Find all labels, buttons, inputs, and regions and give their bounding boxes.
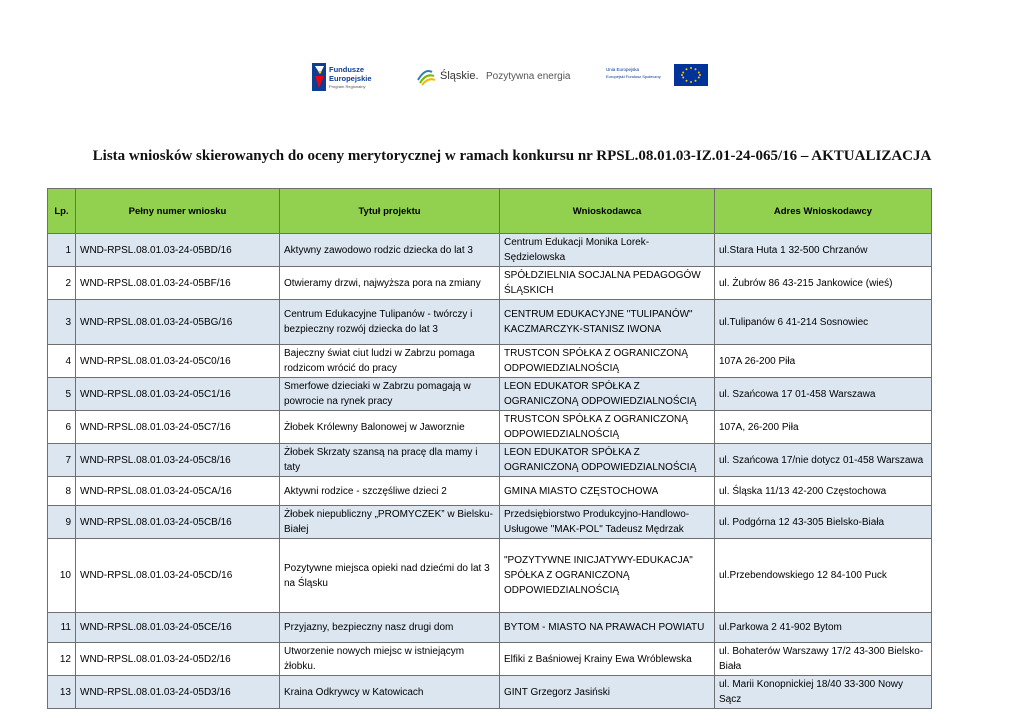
cell-tytul: Otwieramy drzwi, najwyższa pora na zmiany: [280, 267, 500, 300]
cell-wnioskodawca: GMINA MIASTO CZĘSTOCHOWA: [500, 477, 715, 506]
cell-adres: ul.Tulipanów 6 41-214 Sosnowiec: [715, 300, 932, 345]
applications-table: [47, 188, 932, 709]
cell-numer: WND-RPSL.08.01.03-24-05C7/16: [76, 411, 280, 444]
table-body: [48, 234, 932, 709]
cell-numer: WND-RPSL.08.01.03-24-05C0/16: [76, 345, 280, 378]
cell-tytul: Aktywni rodzice - szczęśliwe dzieci 2: [280, 477, 500, 506]
cell-lp: 5: [48, 378, 76, 411]
table-row: [48, 506, 932, 539]
cell-tytul: Centrum Edukacyjne Tulipanów - twórczy i bezpieczny rozwój dziecka do lat 3: [280, 300, 500, 345]
cell-wnioskodawca: LEON EDUKATOR SPÓŁKA Z OGRANICZONĄ ODPOWIEDZIALNOŚCIĄ: [500, 378, 715, 411]
cell-adres: ul. Marii Konopnickiej 18/40 33-300 Nowy Sącz: [715, 676, 932, 709]
cell-wnioskodawca: CENTRUM EDUKACYJNE "TULIPANÓW" KACZMARCZYK-STANISZ IWONA: [500, 300, 715, 345]
table-row: [48, 378, 932, 411]
cell-lp: 9: [48, 506, 76, 539]
fundusze-europejskie-logo: [312, 60, 382, 94]
fe-line1: Fundusze: [329, 65, 364, 74]
slaskie-tagline: Pozytywna energia: [486, 71, 571, 82]
cell-numer: WND-RPSL.08.01.03-24-05CE/16: [76, 613, 280, 643]
eu-line1: Unia Europejska: [606, 67, 640, 72]
cell-adres: ul. Bohaterów Warszawy 17/2 43-300 Bielsko-Biała: [715, 643, 932, 676]
cell-adres: ul.Parkowa 2 41-902 Bytom: [715, 613, 932, 643]
cell-tytul: Bajeczny świat ciut ludzi w Zabrzu pomaga rodzicom wrócić do pracy: [280, 345, 500, 378]
cell-numer: WND-RPSL.08.01.03-24-05BD/16: [76, 234, 280, 267]
table-row: [48, 643, 932, 676]
cell-numer: WND-RPSL.08.01.03-24-05CB/16: [76, 506, 280, 539]
table-header-row: [48, 189, 932, 234]
cell-wnioskodawca: GINT Grzegorz Jasiński: [500, 676, 715, 709]
cell-tytul: Pozytywne miejsca opieki nad dziećmi do lat 3 na Śląsku: [280, 539, 500, 613]
cell-lp: 13: [48, 676, 76, 709]
cell-adres: ul. Szańcowa 17/nie dotycz 01-458 Warszawa: [715, 444, 932, 477]
cell-lp: 8: [48, 477, 76, 506]
logo-bar: [0, 56, 1024, 96]
table-row: [48, 539, 932, 613]
cell-wnioskodawca: "POZYTYWNE INICJATYWY-EDUKACJA" SPÓŁKA Z OGRANICZONĄ ODPOWIEDZIALNOŚCIĄ: [500, 539, 715, 613]
cell-lp: 6: [48, 411, 76, 444]
header-wnioskodawca: Wnioskodawca: [500, 189, 715, 234]
table-row: [48, 411, 932, 444]
cell-wnioskodawca: TRUSTCON SPÓŁKA Z OGRANICZONĄ ODPOWIEDZIALNOŚCIĄ: [500, 345, 715, 378]
cell-lp: 3: [48, 300, 76, 345]
cell-numer: WND-RPSL.08.01.03-24-05BG/16: [76, 300, 280, 345]
cell-numer: WND-RPSL.08.01.03-24-05BF/16: [76, 267, 280, 300]
cell-adres: 107A 26-200 Piła: [715, 345, 932, 378]
slaskie-logo: [416, 64, 581, 86]
cell-lp: 1: [48, 234, 76, 267]
cell-wnioskodawca: LEON EDUKATOR SPÓŁKA Z OGRANICZONĄ ODPOWIEDZIALNOŚCIĄ: [500, 444, 715, 477]
cell-tytul: Utworzenie nowych miejsc w istniejącym żłobku.: [280, 643, 500, 676]
cell-adres: ul. Podgórna 12 43-305 Bielsko-Biała: [715, 506, 932, 539]
cell-adres: 107A, 26-200 Piła: [715, 411, 932, 444]
cell-lp: 10: [48, 539, 76, 613]
cell-numer: WND-RPSL.08.01.03-24-05CA/16: [76, 477, 280, 506]
eu-line2: Europejski Fundusz Społeczny: [606, 74, 661, 79]
cell-tytul: Żłobek niepubliczny „PROMYCZEK” w Bielsku-Białej: [280, 506, 500, 539]
table-row: [48, 300, 932, 345]
slaskie-name: Śląskie.: [440, 70, 479, 82]
table-row: [48, 267, 932, 300]
cell-adres: ul. Żubrów 86 43-215 Jankowice (wieś): [715, 267, 932, 300]
document-title: Lista wniosków skierowanych do oceny merytorycznej w ramach konkursu nr RPSL.08.01.03-IZ.01-24-065/16 – AKTUALIZACJA: [92, 148, 932, 164]
cell-tytul: Aktywny zawodowo rodzic dziecka do lat 3: [280, 234, 500, 267]
cell-numer: WND-RPSL.08.01.03-24-05CD/16: [76, 539, 280, 613]
table-row: [48, 444, 932, 477]
cell-adres: ul.Stara Huta 1 32-500 Chrzanów: [715, 234, 932, 267]
fe-line2: Europejskie: [329, 74, 372, 83]
cell-wnioskodawca: SPÓŁDZIELNIA SOCJALNA PEDAGOGÓW ŚLĄSKICH: [500, 267, 715, 300]
header-numer: Pełny numer wniosku: [76, 189, 280, 234]
cell-adres: ul. Śląska 11/13 42-200 Częstochowa: [715, 477, 932, 506]
cell-numer: WND-RPSL.08.01.03-24-05C8/16: [76, 444, 280, 477]
cell-lp: 11: [48, 613, 76, 643]
cell-tytul: Kraina Odkrywcy w Katowicach: [280, 676, 500, 709]
cell-wnioskodawca: BYTOM - MIASTO NA PRAWACH POWIATU: [500, 613, 715, 643]
cell-wnioskodawca: Centrum Edukacji Monika Lorek-Sędzielowska: [500, 234, 715, 267]
table-row: [48, 676, 932, 709]
header-tytul: Tytuł projektu: [280, 189, 500, 234]
slaskie-wave-icon: [418, 71, 435, 85]
cell-adres: ul.Przebendowskiego 12 84-100 Puck: [715, 539, 932, 613]
cell-numer: WND-RPSL.08.01.03-24-05D3/16: [76, 676, 280, 709]
table-row: [48, 477, 932, 506]
cell-wnioskodawca: TRUSTCON SPÓŁKA Z OGRANICZONĄ ODPOWIEDZIALNOŚCIĄ: [500, 411, 715, 444]
cell-numer: WND-RPSL.08.01.03-24-05C1/16: [76, 378, 280, 411]
cell-tytul: Żłobek Królewny Balonowej w Jaworznie: [280, 411, 500, 444]
header-lp: Lp.: [48, 189, 76, 234]
cell-wnioskodawca: Elfiki z Baśniowej Krainy Ewa Wróblewska: [500, 643, 715, 676]
header-adres: Adres Wnioskodawcy: [715, 189, 932, 234]
cell-tytul: Przyjazny, bezpieczny nasz drugi dom: [280, 613, 500, 643]
cell-lp: 4: [48, 345, 76, 378]
table-row: [48, 345, 932, 378]
cell-tytul: Żłobek Skrzaty szansą na pracę dla mamy i taty: [280, 444, 500, 477]
cell-adres: ul. Szańcowa 17 01-458 Warszawa: [715, 378, 932, 411]
eu-logo: [606, 62, 710, 88]
cell-wnioskodawca: Przedsiębiorstwo Produkcyjno-Handlowo-Usługowe "MAK-POL" Tadeusz Mędrzak: [500, 506, 715, 539]
fe-line3: Program Regionalny: [329, 84, 366, 89]
cell-lp: 2: [48, 267, 76, 300]
cell-lp: 7: [48, 444, 76, 477]
cell-tytul: Smerfowe dzieciaki w Zabrzu pomagają w powrocie na rynek pracy: [280, 378, 500, 411]
cell-lp: 12: [48, 643, 76, 676]
table-row: [48, 613, 932, 643]
cell-numer: WND-RPSL.08.01.03-24-05D2/16: [76, 643, 280, 676]
table-row: [48, 234, 932, 267]
